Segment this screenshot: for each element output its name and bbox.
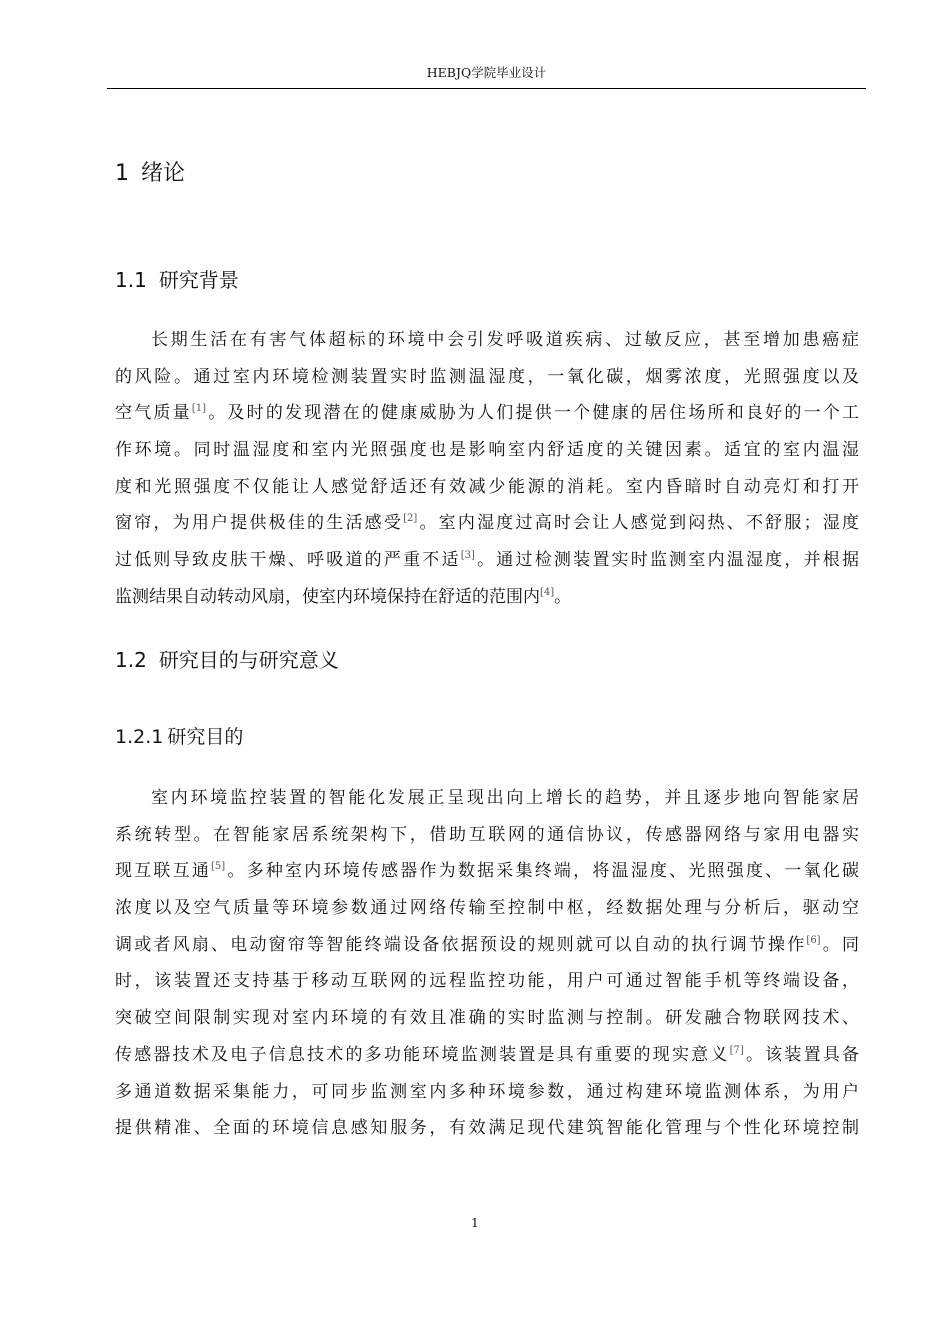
citation-ref: [6] [806, 934, 821, 946]
citation-ref: [7] [729, 1044, 744, 1056]
paragraph-line: 长期生活在有害气体超标的环境中会引发呼吸道疾病、过敏反应，甚至增加患癌症 [151, 330, 859, 350]
subsection-number: 1.2.1 [115, 726, 164, 748]
paragraph-line: 窗帘，为用户提供极佳的生活感受[2]。室内湿度过高时会让人感觉到闷热、不舒服；湿度 [115, 513, 860, 534]
section-heading-1-1 [115, 265, 239, 295]
paragraph-line: 作环境。同时温湿度和室内光照强度也是影响室内舒适度的关键因素。适宜的室内温湿 [115, 440, 859, 461]
header-divider [107, 88, 866, 89]
citation-ref: [3] [460, 550, 475, 562]
paragraph-line: 调或者风扇、电动窗帘等智能终端设备依据预设的规则就可以自动的执行调节操作[6]。同 [115, 934, 860, 955]
paragraph-line: 度和光照强度不仅能让人感觉舒适还有效减少能源的消耗。室内昏暗时自动亮灯和打开 [115, 476, 859, 497]
paragraph-background [115, 322, 859, 616]
paragraph-line: 提供精准、全面的环境信息感知服务，有效满足现代建筑智能化管理与个性化环境控制 [115, 1118, 859, 1139]
section-number: 1.1 [115, 268, 147, 292]
section-title: 研究背景 [158, 268, 239, 292]
citation-ref: [4] [540, 586, 555, 598]
paragraph-line: 现互联互通[5]。多种室内环境传感器作为数据采集终端，将温湿度、光照强度、一氧化碳 [115, 861, 859, 882]
chapter-number: 1 [115, 161, 129, 186]
section-title: 研究目的与研究意义 [158, 648, 339, 672]
citation-ref: [5] [211, 861, 226, 873]
citation-ref: [2] [403, 513, 418, 525]
paragraph-line: 空气质量[1]。及时的发现潜在的健康威胁为人们提供一个健康的居住场所和良好的一个工 [115, 403, 860, 424]
paragraph-line: 多通道数据采集能力，可同步监测室内多种环境参数，通过构建环境监测体系，为用户 [115, 1081, 859, 1102]
paragraph-line: 突破空间限制实现对室内环境的有效且准确的实时监测与控制。研发融合物联网技术、 [115, 1008, 859, 1029]
citation-ref: [1] [191, 403, 206, 415]
chapter-title: 绪论 [141, 161, 186, 186]
page-number: 1 [471, 1216, 479, 1230]
chapter-heading [115, 158, 185, 190]
paragraph-line: 的风险。通过室内环境检测装置实时监测温湿度，一氧化碳，烟雾浓度，光照强度以及 [115, 366, 859, 387]
paragraph-purpose [115, 780, 859, 1147]
paragraph-line: 传感器技术及电子信息技术的多功能环境监测装置是具有重要的现实意义[7]。该装置具备 [115, 1044, 860, 1065]
paragraph-line: 时，该装置还支持基于移动互联网的远程监控功能，用户可通过智能手机等终端设备， [115, 971, 859, 992]
section-heading-1-2 [115, 645, 339, 675]
paragraph-line: 过低则导致皮肤干燥、呼吸道的严重不适[3]。通过检测装置实时监测室内温湿度，并根据 [115, 550, 860, 571]
paragraph-line: 系统转型。在智能家居系统架构下，借助互联网的通信协议，传感器网络与家用电器实 [115, 824, 859, 845]
paragraph-line: 监测结果自动转动风扇，使室内环境保持在舒适的范围内[4]。 [115, 586, 572, 607]
subsection-heading-1-2-1 [115, 722, 243, 752]
page-header: HEBJQ学院毕业设计 [426, 65, 547, 80]
paragraph-line: 室内环境监控装置的智能化发展正呈现出向上增长的趋势，并且逐步地向智能家居 [151, 788, 859, 808]
section-number: 1.2 [115, 648, 147, 672]
paragraph-line: 浓度以及空气质量等环境参数通过网络传输至控制中枢，经数据处理与分析后，驱动空 [115, 898, 859, 919]
subsection-title: 研究目的 [167, 726, 244, 748]
